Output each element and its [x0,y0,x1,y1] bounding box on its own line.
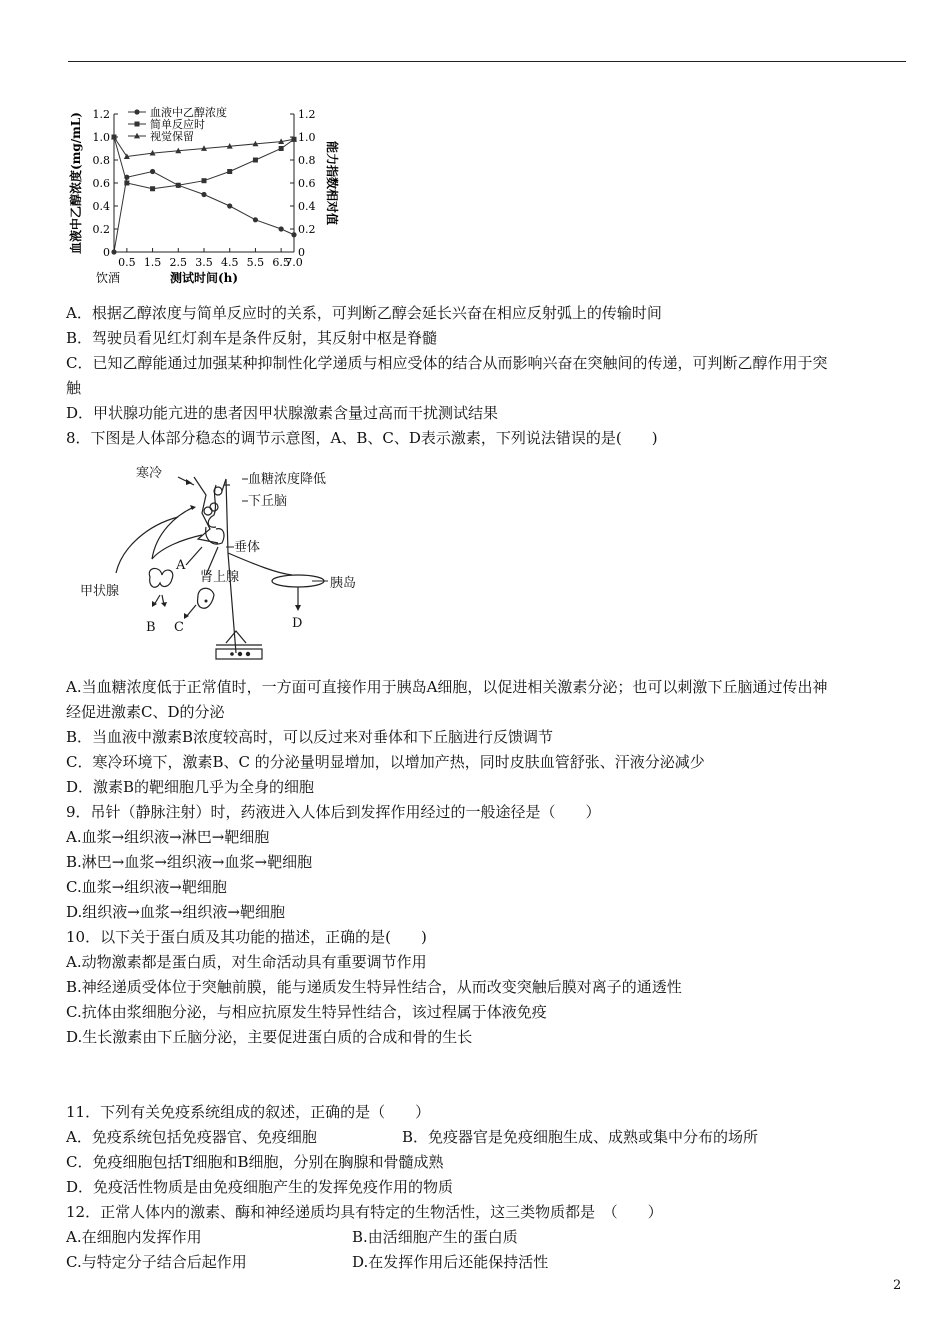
q9-option-d: D.组织液→血浆→组织液→靶细胞 [66,903,285,921]
q11-stem: 11．下列有关免疫系统组成的叙述，正确的是（ ） [66,1103,431,1121]
y-tick-label-left: 1.0 [92,131,110,144]
legend-marker-1 [135,122,140,127]
q7-option-c-cont: 触 [66,379,82,397]
y-tick-label-left: 0.6 [92,177,110,190]
q12-option-a: A.在细胞内发挥作用 [66,1228,202,1246]
series-point-1 [279,146,284,151]
q8-option-d: D．激素B的靶细胞几乎为全身的细胞 [66,778,315,796]
q7-option-c: C．已知乙醇能通过加强某种抑制性化学递质与相应受体的结合从而影响兴奋在突触间的传递，可判断乙醇作用于突 [66,354,828,372]
q12-stem: 12．正常人体内的激素、酶和神经递质均具有特定的生物活性，这三类物质都是 （ ） [66,1203,663,1221]
x-tick-label: 5.5 [246,256,265,269]
series-point-1 [124,181,129,186]
q8-stem: 8．下图是人体部分稳态的调节示意图，A、B、C、D表示激素，下列说法错误的是( ) [66,429,658,447]
legend-label-1: 简单反应时 [150,118,205,131]
label-adrenal: 肾上腺 [200,570,240,585]
q11-option-b: B．免疫器官是免疫细胞生成、成熟或集中分布的场所 [402,1128,759,1146]
q11-option-d: D．免疫活性物质是由免疫细胞产生的发挥免疫作用的物质 [66,1178,454,1196]
series-point-1 [253,158,258,163]
x-tick-label: 4.5 [220,256,239,269]
y-tick-label-left: 0 [103,246,110,259]
series-point-1 [202,178,207,183]
q11-row-ab [66,1126,906,1148]
q7-option-d: D．甲状腺功能亢进的患者因甲状腺激素含量过高而干扰测试结果 [66,404,499,422]
y-tick-label-right: 0.4 [298,200,316,213]
y-tick-label-right: 0 [298,246,305,259]
label-C: C [174,620,184,635]
label-A: A [176,558,186,573]
y-tick-label-right: 1.0 [298,131,316,144]
series-point-1 [176,183,181,188]
q12-option-c: C.与特定分子结合后起作用 [66,1253,247,1271]
q9-stem: 9．吊针（静脉注射）时，药液进入人体后到发挥作用经过的一般途径是（ ） [66,803,601,821]
x-tick-label: 6.5 [272,256,290,269]
series-point-0 [150,169,155,174]
legend-marker-0 [134,109,139,114]
y-tick-label-left: 1.2 [92,108,110,121]
q12-option-b: B.由活细胞产生的蛋白质 [352,1228,518,1246]
q8-option-c: C．寒冷环境下，激素B、C 的分泌量明显增加，以增加产热，同时皮肤血管舒张、汗液分泌减少 [66,753,705,771]
y-tick-label-left: 0.4 [92,200,110,213]
q10-stem: 10．以下关于蛋白质及其功能的描述，正确的是( ) [66,928,427,946]
q12-row-ab [66,1226,906,1248]
q8-option-a: A.当血糖浓度低于正常值时，一方面可直接作用于胰岛A细胞，以促进相关激素分泌；也可以刺激下丘脑通过传出神 [66,678,828,696]
q11-option-c: C．免疫细胞包括T细胞和B细胞，分别在胸腺和骨髓成熟 [66,1153,444,1171]
label-pancreas: 胰岛 [330,576,357,591]
q9-option-a: A.血浆→组织液→淋巴→靶细胞 [66,828,270,846]
label-B: B [146,620,156,635]
x-tick-label: 2.5 [169,256,188,269]
x-tick-label: 1.5 [143,256,162,269]
legend-label-2: 视觉保留 [150,130,194,143]
series-point-0 [253,217,258,222]
q9-option-b: B.淋巴→血浆→组织液→血浆→靶细胞 [66,853,313,871]
q10-option-a: A.动物激素都是蛋白质，对生命活动具有重要调节作用 [66,953,427,971]
q12-option-d: D.在发挥作用后还能保持活性 [352,1253,549,1271]
q7-option-a: A．根据乙醇浓度与简单反应时的关系，可判断乙醇会延长兴奋在相应反射弧上的传输时间 [66,304,662,322]
q10-option-d: D.生长激素由下丘脑分泌，主要促进蛋白质的合成和骨的生长 [66,1028,473,1046]
series-point-0 [279,226,284,231]
x-first-label: 饮酒 [95,271,121,285]
series-point-0 [291,232,296,237]
q11-option-a: A．免疫系统包括免疫器官、免疫细胞 [66,1128,317,1146]
label-hypothalamus: 下丘脑 [248,494,288,509]
ethanol-chart [66,98,366,298]
series-point-1 [227,169,232,174]
label-glucose-low: 血糖浓度降低 [248,472,327,487]
page-number: 2 [893,1278,902,1293]
homeostasis-diagram [66,455,386,675]
y-tick-label-left: 0.2 [92,223,110,236]
thyroid-shape [149,568,173,587]
adrenal-shape [198,588,215,608]
y-tick-label-left: 0.8 [92,154,110,167]
q10-option-b: B.神经递质受体位于突触前膜，能与递质发生特异性结合，从而改变突触后膜对离子的通透性 [66,978,682,996]
series-point-0 [227,203,232,208]
label-thyroid: 甲状腺 [80,584,120,599]
y-axis-title-left: 血液中乙醇浓度(mg/mL) [69,112,83,254]
y-tick-label-right: 1.2 [298,108,316,121]
q12-row-cd [66,1251,906,1273]
y-tick-label-right: 0.8 [298,154,316,167]
x-tick-label: 3.5 [195,256,213,269]
q10-option-c: C.抗体由浆细胞分泌，与相应抗原发生特异性结合，该过程属于体液免疫 [66,1003,547,1021]
series-point-0 [201,192,206,197]
x-tick-label: 7.0 [285,256,303,269]
label-D: D [292,616,303,631]
series-point-1 [150,186,155,191]
series-point-0 [111,249,116,254]
q8-option-a-cont: 经促进激素C、D的分泌 [66,703,225,721]
y-tick-label-right: 0.2 [298,223,316,236]
q9-option-c: C.血浆→组织液→靶细胞 [66,878,227,896]
y-axis-title-right: 能力指数相对值 [325,140,339,226]
x-tick-label: 0.5 [118,256,136,269]
legend-label-0: 血液中乙醇浓度 [150,106,227,119]
q7-option-b: B．驾驶员看见红灯刹车是条件反射，其反射中枢是脊髓 [66,329,438,347]
label-pituitary: 垂体 [234,540,261,555]
y-tick-label-right: 0.6 [298,177,316,190]
header-rule [68,61,906,62]
series-line-0 [114,172,294,253]
x-axis-title: 测试时间(h) [169,271,239,285]
q8-option-b: B．当血液中激素B浓度较高时，可以反过来对垂体和下丘脑进行反馈调节 [66,728,554,746]
label-cold: 寒冷 [136,466,163,481]
